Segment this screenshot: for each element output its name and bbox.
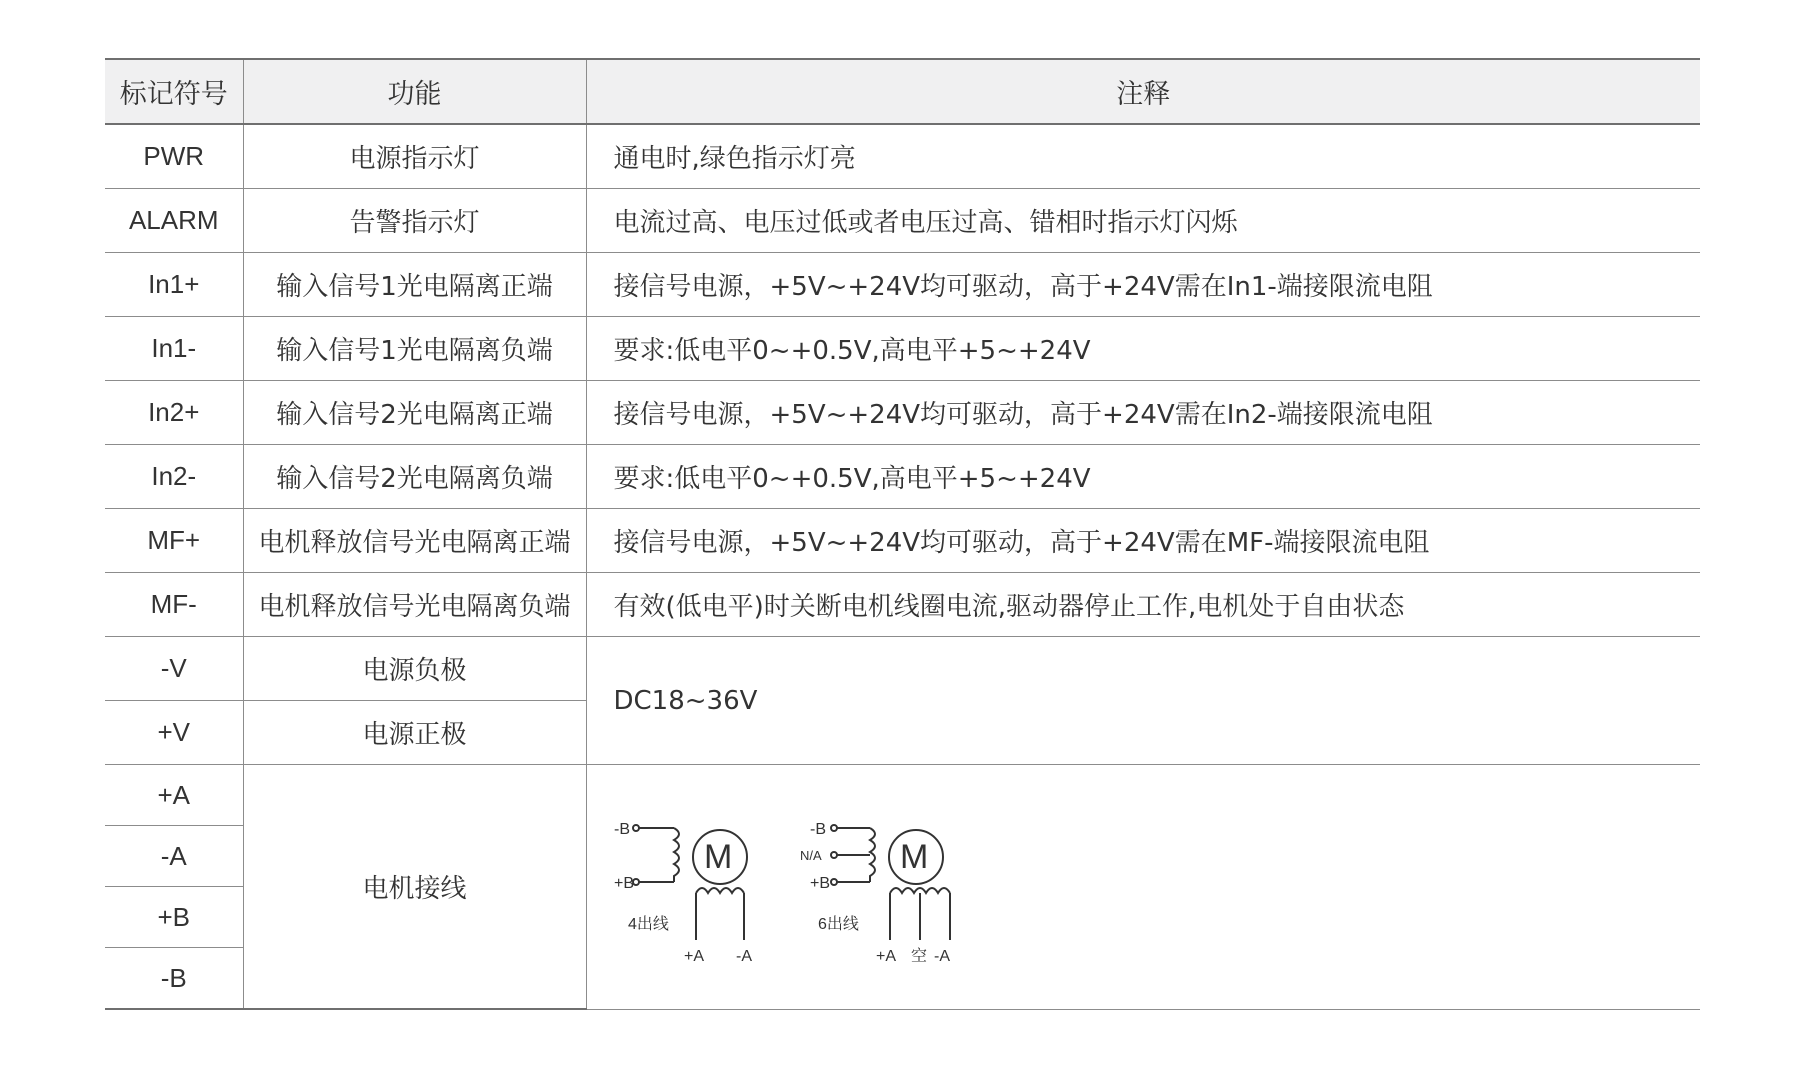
function-cell: 输入信号2光电隔离负端 [243, 445, 586, 509]
symbol-cell: +B [105, 887, 243, 948]
symbol-cell: +A [105, 765, 243, 826]
note-cell: 有效(低电平)时关断电机线圈电流,驱动器停止工作,电机处于自由状态 [586, 573, 1700, 637]
function-cell: 电源正极 [243, 701, 586, 765]
motor-row-a-plus [105, 765, 1700, 826]
table-row [105, 445, 1700, 509]
note-cell: 通电时,绿色指示灯亮 [586, 124, 1700, 189]
coil-a [890, 888, 950, 893]
symbol-cell: -B [105, 948, 243, 1010]
label-plus-a-6: +A [875, 948, 896, 965]
table-row [105, 124, 1700, 189]
symbol-cell: ALARM [105, 189, 243, 253]
symbol-cell: MF+ [105, 509, 243, 573]
motor-letter-6: M [899, 838, 928, 876]
label-plus-b: +B [613, 875, 634, 892]
label-minus-a-6: -A [933, 948, 950, 965]
caption-6-wire: 6出线 [817, 916, 859, 933]
label-plus-a: +A [683, 948, 704, 965]
table-row [105, 381, 1700, 445]
note-cell: 接信号电源，+5V~+24V均可驱动，高于+24V需在In1-端接限流电阻 [586, 253, 1700, 317]
label-empty-6: 空 [910, 948, 927, 965]
terminal-dot [633, 825, 639, 831]
terminal-dot [831, 879, 837, 885]
table-row [105, 317, 1700, 381]
table-row [105, 189, 1700, 253]
coil-b [870, 828, 875, 882]
symbol-cell: In2+ [105, 381, 243, 445]
caption-4-wire: 4出线 [627, 916, 669, 933]
terminal-spec-sheet [105, 58, 1700, 1010]
header-note: 注释 [586, 59, 1700, 124]
symbol-cell: In1- [105, 317, 243, 381]
table-row [105, 509, 1700, 573]
note-cell: 电流过高、电压过低或者电压过高、错相时指示灯闪烁 [586, 189, 1700, 253]
power-row-negative [105, 637, 1700, 701]
symbol-cell: -V [105, 637, 243, 701]
header-symbol: 标记符号 [105, 59, 243, 124]
motor-letter-4: M [703, 838, 732, 876]
note-cell: 接信号电源，+5V~+24V均可驱动，高于+24V需在MF-端接限流电阻 [586, 509, 1700, 573]
function-cell: 电机释放信号光电隔离负端 [243, 573, 586, 637]
function-cell: 输入信号1光电隔离正端 [243, 253, 586, 317]
function-cell: 输入信号1光电隔离负端 [243, 317, 586, 381]
function-cell: 电源负极 [243, 637, 586, 701]
label-minus-b-6: -B [809, 821, 826, 838]
label-plus-b-6: +B [809, 875, 830, 892]
table-header-row [105, 59, 1700, 124]
coil-b [674, 828, 679, 882]
symbol-cell: -A [105, 826, 243, 887]
function-cell: 电机释放信号光电隔离正端 [243, 509, 586, 573]
function-cell: 输入信号2光电隔离正端 [243, 381, 586, 445]
header-function: 功能 [243, 59, 586, 124]
coil-a [696, 888, 744, 893]
symbol-cell: In2- [105, 445, 243, 509]
terminal-dot [831, 852, 837, 858]
motor-function-cell: 电机接线 [243, 765, 586, 1010]
function-cell: 电源指示灯 [243, 124, 586, 189]
label-minus-b: -B [613, 821, 630, 838]
terminal-dot [831, 825, 837, 831]
motor-wiring-cell [586, 765, 1700, 1010]
note-cell: 接信号电源，+5V~+24V均可驱动，高于+24V需在In2-端接限流电阻 [586, 381, 1700, 445]
symbol-cell: PWR [105, 124, 243, 189]
table-row [105, 573, 1700, 637]
function-cell: 告警指示灯 [243, 189, 586, 253]
wiring-diagrams [614, 765, 1134, 1005]
symbol-cell: MF- [105, 573, 243, 637]
note-cell: 要求:低电平0~+0.5V,高电平+5~+24V [586, 317, 1700, 381]
power-note-cell: DC18~36V [586, 637, 1700, 765]
wiring-diagram-svg [614, 765, 1134, 1005]
label-minus-a: -A [735, 948, 752, 965]
label-na-6: N/A [799, 848, 822, 863]
symbol-cell: In1+ [105, 253, 243, 317]
note-cell: 要求:低电平0~+0.5V,高电平+5~+24V [586, 445, 1700, 509]
terminal-spec-table [105, 58, 1700, 1010]
symbol-cell: +V [105, 701, 243, 765]
table-row [105, 253, 1700, 317]
